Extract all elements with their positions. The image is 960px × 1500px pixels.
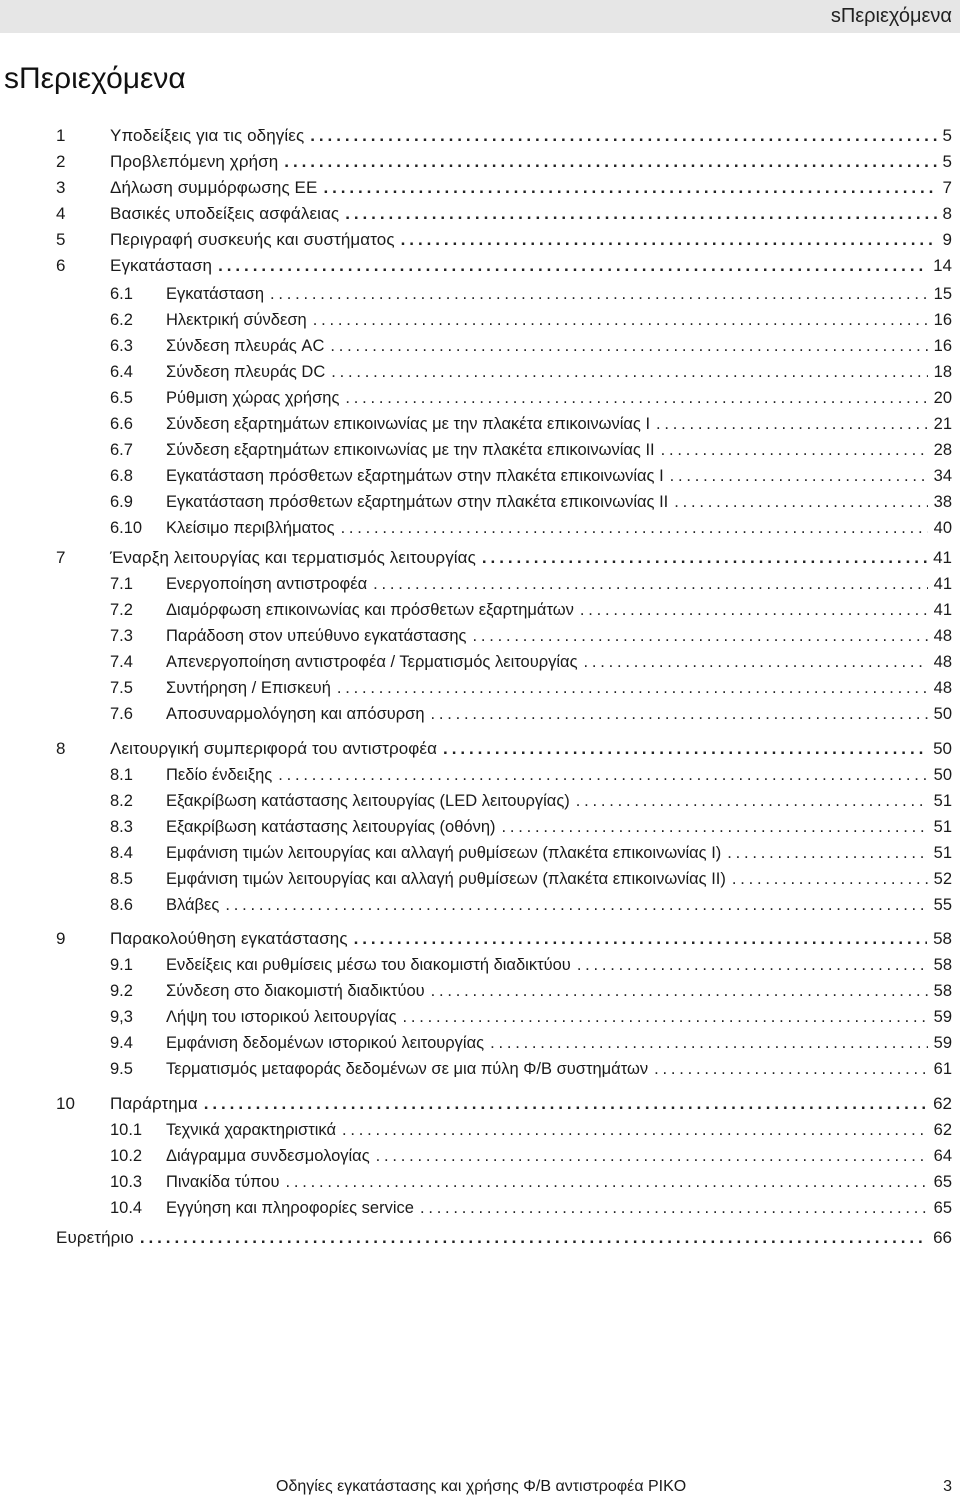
toc-dot-leader [577,953,928,977]
toc-entry-page: 65 [933,1199,952,1217]
toc-entry-title: Λειτουργική συμπεριφορά του αντιστροφέα [110,739,438,758]
toc-dot-leader [345,386,927,410]
toc-entry-number: 8 [56,739,66,758]
toc-entry-page: 64 [933,1147,952,1165]
toc-entry-number: 5 [56,230,66,249]
toc-entry-number: 6.7 [110,441,133,459]
toc-dot-leader [354,927,927,951]
toc-entry-title: Εξακρίβωση κατάστασης λειτουργίας (LED λειτουργίας) [166,792,570,810]
toc-dot-leader [225,893,927,917]
toc-dot-leader [443,737,927,761]
toc-dot-leader [284,150,936,174]
toc-entry-page: 28 [933,441,952,459]
toc-entry[interactable] [0,815,960,839]
toc-entry-page: 34 [933,467,952,485]
toc-entry-title: Εγκατάσταση [166,285,265,303]
toc-entry-page: 51 [933,844,952,862]
toc-entry-number: 9.5 [110,1060,133,1078]
toc-entry[interactable] [0,789,960,813]
toc-entry-page: 38 [933,493,952,511]
toc-entry-number: 10.3 [110,1173,143,1191]
toc-entry-title: Εγγύηση και πληροφορίες service [166,1199,414,1217]
toc-entry-page: 5 [942,126,952,145]
toc-entry-page: 62 [933,1121,952,1139]
toc-entry[interactable] [0,202,960,226]
toc-entry[interactable] [0,254,960,278]
toc-entry-number: 4 [56,204,66,223]
toc-entry[interactable] [0,308,960,332]
toc-entry-title: Παρακολούθηση εγκατάστασης [110,929,348,948]
toc-entry-number: 9,3 [110,1008,133,1026]
toc-entry-number: 6.2 [110,311,133,329]
toc-dot-leader [270,282,928,306]
toc-entry-page: 48 [933,627,952,645]
toc-entry-number: 6.1 [110,285,133,303]
toc-entry-page: 51 [933,818,952,836]
toc-entry-page: 20 [933,389,952,407]
footer-page-number: 3 [943,1478,952,1495]
toc-entry-number: 10.2 [110,1147,143,1165]
toc-entry[interactable] [0,1118,960,1142]
toc-dot-leader [580,598,928,622]
toc-entry-title: Ηλεκτρική σύνδεση [166,311,307,329]
toc-entry-page: 15 [933,285,952,303]
toc-dot-leader [286,1170,928,1194]
toc-entry[interactable] [0,867,960,891]
toc-entry-page: 8 [942,204,952,223]
toc-dot-leader [482,546,927,570]
toc-entry[interactable] [0,979,960,1003]
toc-entry-title: Ενεργοποίηση αντιστροφέα [166,575,368,593]
toc-entry-page: 41 [933,548,952,567]
toc-entry-number: 10.4 [110,1199,143,1217]
toc-entry-number: 7.5 [110,679,133,697]
toc-entry-title: Δήλωση συμμόρφωσης ΕΕ [110,178,318,197]
toc-entry-number: 9.2 [110,982,133,1000]
toc-entry[interactable] [0,676,960,700]
toc-entry-title: Έναρξη λειτουργίας και τερματισμός λειτουργίας [110,548,476,567]
toc-entry-title: Βασικές υποδείξεις ασφάλειας [110,204,340,223]
toc-entry-page: 61 [933,1060,952,1078]
toc-entry-title: Εγκατάσταση [110,256,213,275]
toc-entry-title: Τεχνικά χαρακτηριστικά [166,1121,337,1139]
toc-entry-number: 8.4 [110,844,133,862]
toc-entry-title: Σύνδεση στο διακομιστή διαδικτύου [166,982,425,1000]
toc-entry[interactable] [0,546,960,570]
toc-entry-page: 65 [933,1173,952,1191]
toc-entry-number: 6.8 [110,467,133,485]
toc-dot-leader [342,1118,928,1142]
toc-entry-number: 6.4 [110,363,133,381]
toc-entry-page: 40 [933,519,952,537]
toc-entry-page: 48 [933,679,952,697]
toc-entry-number: 8.2 [110,792,133,810]
toc-entry-number: 7.1 [110,575,133,593]
toc-entry-number: 9.1 [110,956,133,974]
toc-entry[interactable] [0,763,960,787]
toc-entry[interactable] [0,124,960,148]
toc-dot-leader [330,334,927,358]
toc-entry-title: Ρύθμιση χώρας χρήσης [166,389,340,407]
toc-dot-leader [473,624,928,648]
toc-entry-number: 6.6 [110,415,133,433]
toc-entry-page: 41 [933,575,952,593]
toc-entry-number: 10.1 [110,1121,143,1139]
toc-entry-page: 58 [933,956,952,974]
toc-entry[interactable] [0,1057,960,1081]
toc-entry[interactable] [0,176,960,200]
toc-entry-number: 6.3 [110,337,133,355]
toc-dot-leader [674,490,927,514]
toc-dot-leader [420,1196,928,1220]
toc-entry-title: Συντήρηση / Επισκευή [166,679,331,697]
page-title: sΠεριεχόμενα [4,62,186,95]
toc-entry-page: 5 [942,152,952,171]
toc-entry[interactable] [0,1196,960,1220]
toc-dot-leader [490,1031,928,1055]
toc-entry-title: Ενδείξεις και ρυθμίσεις μέσω του διακομιστή διαδικτύου [166,956,571,974]
toc-entry-number: 9 [56,929,66,948]
toc-entry-page: 66 [933,1228,952,1247]
toc-entry-number: 6 [56,256,66,275]
toc-entry[interactable] [0,438,960,462]
toc-entry-page: 21 [933,415,952,433]
toc-entry[interactable] [0,282,960,306]
toc-entry[interactable] [0,150,960,174]
toc-dot-leader [656,412,928,436]
toc-entry-title: Ευρετήριο [56,1228,134,1247]
running-header-title: sΠεριεχόμενα [830,5,952,27]
toc-entry-number: 7.6 [110,705,133,723]
toc-dot-leader [732,867,928,891]
toc-entry-title: Κλείσιμο περιβλήματος [166,519,335,537]
toc-dot-leader [373,572,928,596]
toc-entry-number: 7.3 [110,627,133,645]
toc-entry-title: Εμφάνιση τιμών λειτουργίας και αλλαγή ρυθμίσεων (πλακέτα επικοινωνίας II) [166,870,726,888]
toc-entry[interactable] [0,598,960,622]
toc-dot-leader [337,676,928,700]
toc-entry-number: 10 [56,1094,75,1113]
toc-dot-leader [341,516,928,540]
footer-document-title: Οδηγίες εγκατάστασης και χρήσης Φ/Β αντιστροφέα PIKO [276,1478,687,1495]
toc-entry-title: Διάγραμμα συνδεσμολογίας [166,1147,370,1165]
toc-entry-title: Παράδοση στον υπεύθυνο εγκατάστασης [166,627,467,645]
toc-entry-title: Σύνδεση εξαρτημάτων επικοινωνίας με την πλακέτα επικοινωνίας II [166,441,655,459]
toc-entry-number: 6.5 [110,389,133,407]
toc-dot-leader [654,1057,928,1081]
toc-entry-title: Εμφάνιση τιμών λειτουργίας και αλλαγή ρυθμίσεων (πλακέτα επικοινωνίας I) [166,844,722,862]
toc-dot-leader [278,763,927,787]
toc-entry[interactable] [0,953,960,977]
toc-entry-title: Προβλεπόμενη χρήση [110,152,279,171]
toc-dot-leader [345,202,936,226]
toc-entry-number: 8.3 [110,818,133,836]
toc-dot-leader [218,254,927,278]
toc-entry-title: Παράρτημα [110,1094,198,1113]
toc-entry[interactable] [0,893,960,917]
toc-entry-page: 62 [933,1094,952,1113]
toc-entry[interactable] [0,841,960,865]
toc-dot-leader [323,176,936,200]
toc-entry-number: 3 [56,178,66,197]
toc-dot-leader [584,650,928,674]
toc-dot-leader [502,815,928,839]
toc-entry-page: 55 [933,896,952,914]
toc-entry-page: 52 [933,870,952,888]
toc-entry[interactable] [0,650,960,674]
toc-entry-title: Πεδίο ένδειξης [166,766,273,784]
toc-entry-page: 18 [933,363,952,381]
toc-dot-leader [661,438,928,462]
toc-dot-leader [401,228,937,252]
toc-entry-page: 58 [933,929,952,948]
toc-entry[interactable] [0,572,960,596]
toc-entry[interactable] [0,1226,960,1250]
toc-entry-title: Απενεργοποίηση αντιστροφέα / Τερματισμός λειτουργίας [166,653,578,671]
toc-entry[interactable] [0,360,960,384]
toc-dot-leader [310,124,936,148]
toc-entry-number: 7.2 [110,601,133,619]
toc-entry-number: 7 [56,548,66,567]
toc-entry-number: 6.10 [110,519,143,537]
toc-entry-page: 9 [942,230,952,249]
toc-entry-page: 7 [942,178,952,197]
toc-entry[interactable] [0,1005,960,1029]
toc-entry-page: 14 [933,256,952,275]
toc-entry[interactable] [0,464,960,488]
toc-entry[interactable] [0,490,960,514]
toc-dot-leader [670,464,928,488]
toc-entry-page: 51 [933,792,952,810]
toc-entry-page: 50 [933,705,952,723]
toc-entry-title: Εγκατάσταση πρόσθετων εξαρτημάτων στην πλακέτα επικοινωνίας II [166,493,669,511]
toc-entry-title: Πινακίδα τύπου [166,1173,280,1191]
toc-dot-leader [376,1144,928,1168]
toc-entry[interactable] [0,702,960,726]
toc-entry[interactable] [0,412,960,436]
toc-dot-leader [403,1005,928,1029]
toc-entry[interactable] [0,334,960,358]
toc-entry-number: 8.6 [110,896,133,914]
toc-entry-page: 58 [933,982,952,1000]
toc-entry-page: 59 [933,1008,952,1026]
toc-entry[interactable] [0,386,960,410]
toc-entry[interactable] [0,1144,960,1168]
toc-entry-title: Βλάβες [166,896,220,914]
toc-entry-title: Εγκατάσταση πρόσθετων εξαρτημάτων στην πλακέτα επικοινωνίας I [166,467,664,485]
toc-entry-title: Λήψη του ιστορικού λειτουργίας [166,1008,397,1026]
toc-entry-title: Σύνδεση πλευράς AC [166,337,325,355]
toc-entry-title: Σύνδεση εξαρτημάτων επικοινωνίας με την πλακέτα επικοινωνίας I [166,415,651,433]
toc-entry[interactable] [0,1031,960,1055]
toc-entry-page: 16 [933,337,952,355]
toc-dot-leader [313,308,928,332]
toc-entry[interactable] [0,228,960,252]
toc-entry-title: Σύνδεση πλευράς DC [166,363,326,381]
toc-entry-number: 8.5 [110,870,133,888]
toc-entry-title: Αποσυναρμολόγηση και απόσυρση [166,705,425,723]
toc-entry[interactable] [0,1170,960,1194]
toc-dot-leader [204,1092,927,1116]
toc-entry-page: 41 [933,601,952,619]
toc-entry-page: 50 [933,739,952,758]
toc-entry-title: Τερματισμός μεταφοράς δεδομένων σε μια πύλη Φ/Β συστημάτων [166,1060,649,1078]
toc-entry[interactable] [0,624,960,648]
toc-entry-title: Διαμόρφωση επικοινωνίας και πρόσθετων εξαρτημάτων [166,601,574,619]
toc-entry[interactable] [0,516,960,540]
toc-dot-leader [576,789,928,813]
toc-entry[interactable] [0,927,960,951]
toc-entry-title: Εξακρίβωση κατάστασης λειτουργίας (οθόνη) [166,818,496,836]
toc-dot-leader [140,1226,927,1250]
toc-entry[interactable] [0,1092,960,1116]
toc-entry-title: Υποδείξεις για τις οδηγίες [110,126,305,145]
toc-entry-number: 7.4 [110,653,133,671]
toc-entry-page: 16 [933,311,952,329]
toc-entry-page: 59 [933,1034,952,1052]
toc-entry[interactable] [0,737,960,761]
toc-entry-title: Εμφάνιση δεδομένων ιστορικού λειτουργίας [166,1034,485,1052]
toc-dot-leader [727,841,927,865]
toc-entry-page: 48 [933,653,952,671]
toc-entry-title: Περιγραφή συσκευής και συστήματος [110,230,395,249]
toc-entry-number: 1 [56,126,66,145]
toc-dot-leader [431,702,928,726]
toc-entry-number: 2 [56,152,66,171]
toc-entry-number: 8.1 [110,766,133,784]
toc-entry-page: 50 [933,766,952,784]
toc-entry-number: 9.4 [110,1034,133,1052]
toc-dot-leader [431,979,928,1003]
toc-entry-number: 6.9 [110,493,133,511]
toc-dot-leader [331,360,927,384]
